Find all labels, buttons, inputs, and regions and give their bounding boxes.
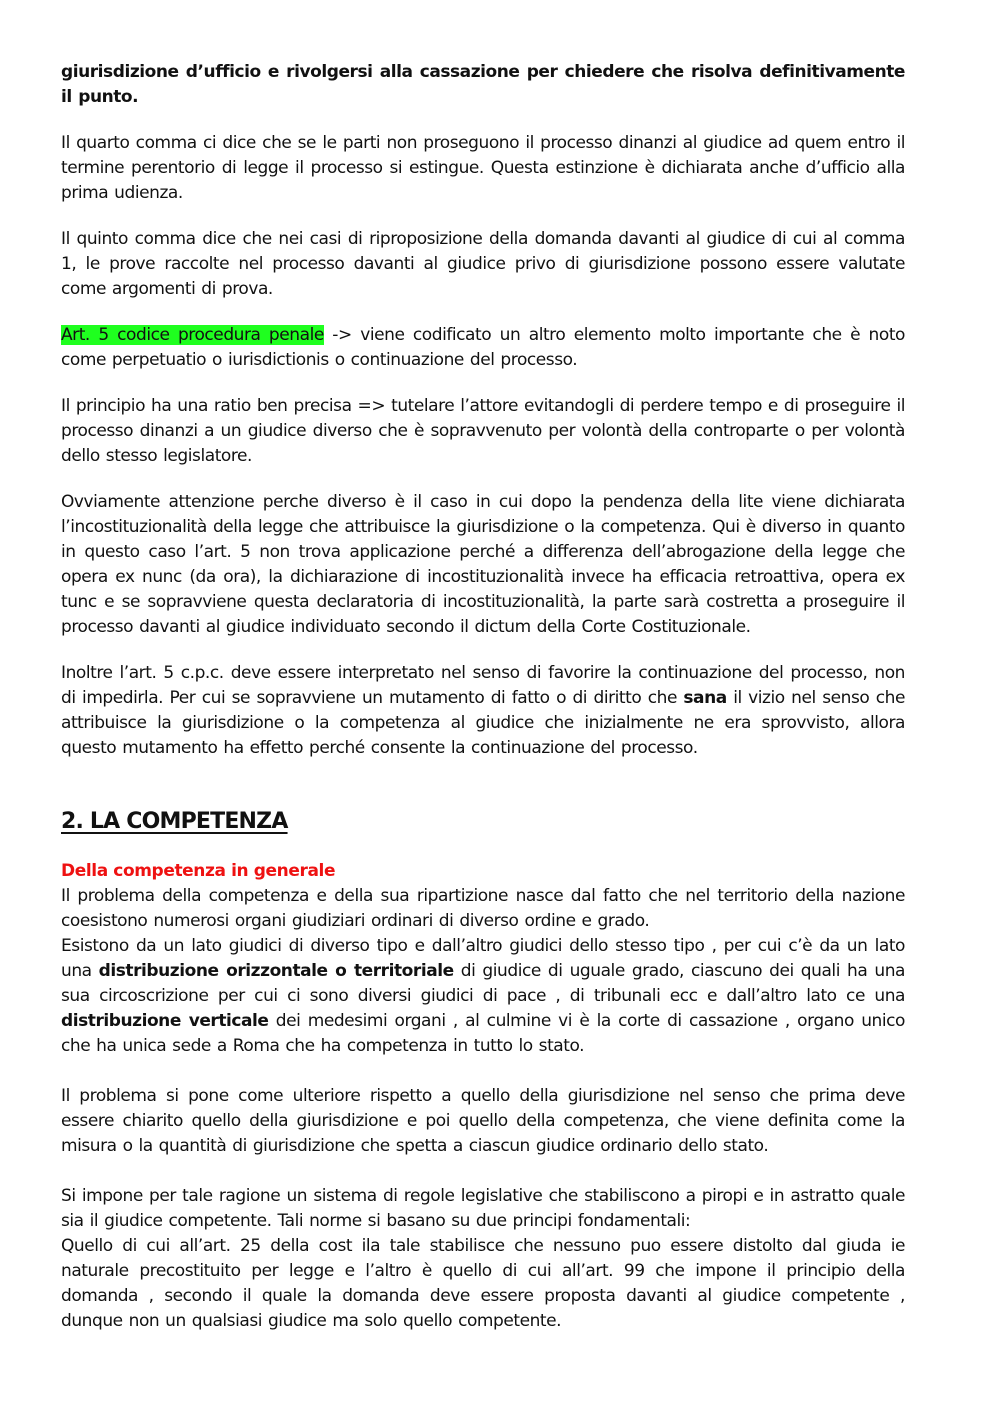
paragraph-text: Si impone per tale ragione un sistema di regole legislative che stabiliscono a piropi e in astratto quale sia il giudice competente. Tali norme si basano su due principi fondamentali: <box>61 1186 905 1231</box>
bold-term: distribuzione orizzontale o territoriale <box>98 961 454 981</box>
bold-term: sana <box>683 688 727 708</box>
paragraph-problema-competenza <box>61 884 905 934</box>
paragraph-interpretazione <box>61 661 905 761</box>
paragraph-text: Quello di cui all’art. 25 della cost ila tale stabilisce che nessuno puo essere distolto dal giuda ie naturale precostituito per legge e l’altro è quello di cui all’art. 99 che impone il principio della domanda , secondo il quale la domanda deve essere proposta davanti al giudice competente , dunque non un qualsiasi giudice ma solo quello competente. <box>61 1236 905 1331</box>
paragraph-text: Il problema della competenza e della sua ripartizione nasce dal fatto che nel territorio della nazione coesistono numerosi organi giudiziari ordinari di diverso ordine e grado. <box>61 886 905 931</box>
section-heading: 2. LA COMPETENZA <box>61 809 288 834</box>
paragraph-text: Esistono da un lato giudici di diverso tipo e dall’altro giudici dello stesso tipo , per cui c’è da un lato una <box>61 936 905 981</box>
paragraph-distribuzione <box>61 934 905 1059</box>
paragraph-text: giurisdizione d’ufficio e rivolgersi alla cassazione per chiedere che risolva definitivamente il punto. <box>61 62 905 107</box>
paragraph-text: Il quarto comma ci dice che se le parti non proseguono il processo dinanzi al giudice ad quem entro il termine perentorio di legge il processo si estingue. Questa estinzione è dichiarata anche d’ufficio alla prima udienza. <box>61 133 905 203</box>
paragraph-text: Il principio ha una ratio ben precisa => tutelare l’attore evitandogli di perdere tempo e di proseguire il processo dinanzi a un giudice diverso che è sopravvenuto per volontà della controparte o per volontà dello stesso legislatore. <box>61 396 905 466</box>
paragraph-principio <box>61 394 905 469</box>
highlighted-reference: Art. 5 codice procedura penale <box>61 325 324 345</box>
paragraph-quarto-comma <box>61 131 905 206</box>
paragraph-quinto-comma <box>61 227 905 302</box>
paragraph-incostituzionalita <box>61 490 905 640</box>
paragraph-text: dei medesimi organi , al culmine vi è la corte di cassazione , organo unico che ha unica sede a Roma che ha competenza in tutto lo stato. <box>61 1011 905 1056</box>
bold-term: distribuzione verticale <box>61 1011 269 1031</box>
paragraph-continuation <box>61 60 905 110</box>
paragraph-text: Inoltre l’art. 5 c.p.c. deve essere interpretato nel senso di favorire la continuazione del processo, non di impedirla. Per cui se sopravviene un mutamento di fatto o di diritto che <box>61 663 905 708</box>
paragraph-regole <box>61 1184 905 1234</box>
paragraph-text: Ovviamente attenzione perche diverso è il caso in cui dopo la pendenza della lite viene dichiarata l’incostituzionalità della legge che attribuisce la giurisdizione o la competenza. Qui è diverso in quanto in questo caso l’art. 5 non trova applicazione perché a differenza dell’abrogazione della legge che opera ex nunc (da ora), la dichiarazione di incostituzionalità invece ha efficacia retroattiva, opera ex tunc e se sopravviene questa declaratoria di incostituzionalità, la parte sarà costretta a proseguire il processo davanti al giudice individuato secondo il dictum della Corte Costituzionale. <box>61 492 905 637</box>
paragraph-text: Il problema si pone come ulteriore rispetto a quello della giurisdizione nel senso che prima deve essere chiarito quello della giurisdizione e poi quello della competenza, che viene definita come la misura o la quantità di giurisdizione che spetta a ciascun giudice ordinario dello stato. <box>61 1086 905 1156</box>
paragraph-art-5 <box>61 323 905 373</box>
paragraph-text: il vizio nel senso che attribuisce la giurisdizione o la competenza al giudice che inizialmente ne era sprovvisto, allora questo mutamento ha effetto perché consente la continuazione del processo. <box>61 688 905 758</box>
paragraph-ulteriore <box>61 1084 905 1159</box>
paragraph-text: Il quinto comma dice che nei casi di riproposizione della domanda davanti al giudice di cui al comma 1, le prove raccolte nel processo davanti al giudice privo di giurisdizione possono essere valutate come argomenti di prova. <box>61 229 905 299</box>
paragraph-text: di giudice di uguale grado, ciascuno dei quali ha una sua circoscrizione per cui ci sono diversi giudici di pace , di tribunali ecc e dall’altro lato ce una <box>61 961 905 1006</box>
paragraph-text: -> viene codificato un altro elemento molto importante che è noto come perpetuatio o iurisdictionis o continuazione del processo. <box>61 325 905 370</box>
subsection-heading: Della competenza in generale <box>61 861 336 881</box>
paragraph-principi <box>61 1234 905 1334</box>
